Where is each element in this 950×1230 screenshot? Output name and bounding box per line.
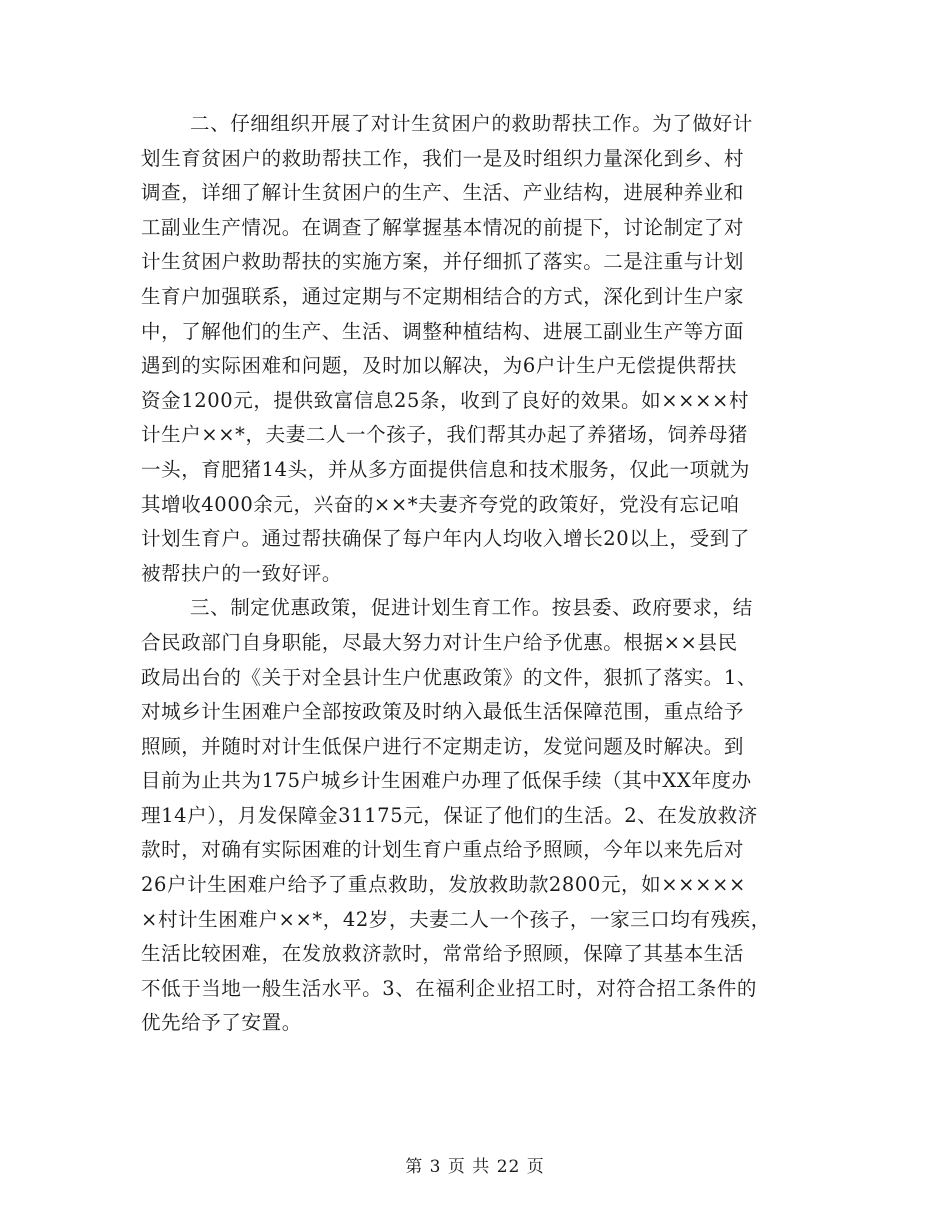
text-line: 照顾，并随时对计生低保户进行不定期走访，发觉问题及时解决。到 <box>141 734 745 758</box>
text-line: 生活比较困难，在发放救济款时，常常给予照顾，保障了其基本生活 <box>141 942 745 966</box>
text-line: 二、仔细组织开展了对计生贫困户的救助帮扶工作。为了做好计 <box>190 112 753 135</box>
text-line: 遇到的实际困难和问题，及时加以解决，为6户计生户无偿提供帮扶 <box>141 354 737 378</box>
text-line: 理14户），月发保障金31175元，保证了他们的生活。2、在发放救济 <box>141 803 758 827</box>
text-line: 对城乡计生困难户全部按政策及时纳入最低生活保障范围，重点给予 <box>141 700 745 724</box>
paragraph-3 <box>141 591 831 1041</box>
text-line: 生育户加强联系，通过定期与不定期相结合的方式，深化到计生户家 <box>141 284 745 308</box>
text-line: 三、制定优惠政策，促进计划生育工作。按县委、政府要求，结 <box>190 596 753 620</box>
text-line: 优先给予了安置。 <box>141 1011 302 1035</box>
text-line: 一头，育肥猪14头，并从多方面提供信息和技术服务，仅此一项就为 <box>141 457 750 481</box>
text-line: 计生贫困户救助帮扶的实施方案，并仔细抓了落实。二是注重与计划 <box>141 250 745 274</box>
text-line: ×村计生困难户××*，42岁，夫妻二人一个孩子，一家三口均有残疾， <box>141 907 771 931</box>
text-line: 款时，对确有实际困难的计划生育户重点给予照顾，今年以来先后对 <box>141 838 745 862</box>
text-line: 合民政部门自身职能，尽最大努力对计生户给予优惠。根据××县民 <box>141 630 738 654</box>
text-line: 26户计生困难户给予了重点救助，发放救助款2800元，如××××× <box>141 873 746 897</box>
text-line: 资金1200元，提供致富信息25条，收到了良好的效果。如××××村 <box>141 388 750 412</box>
text-line: 计划生育户。通过帮扶确保了每户年内人均收入增长20以上，受到了 <box>141 527 750 551</box>
paragraph-2 <box>141 107 831 591</box>
text-line: 其增收4000余元，兴奋的××*夫妻齐夸党的政策好，党没有忘记咱 <box>141 492 740 516</box>
text-line: 调查，详细了解计生贫困户的生产、生活、产业结构，进展种养业和 <box>141 181 745 205</box>
document-body <box>141 107 831 1041</box>
page-number-footer: 第 3 页 共 22 页 <box>405 1157 545 1177</box>
text-line: 工副业生产情况。在调查了解掌握基本情况的前提下，讨论制定了对 <box>141 215 745 239</box>
text-line: 不低于当地一般生活水平。3、在福利企业招工时，对符合招工条件的 <box>141 976 758 1000</box>
text-line: 计生户××*，夫妻二人一个孩子，我们帮其办起了养猪场，饲养母猪 <box>141 423 749 447</box>
text-line: 目前为止共为175户城乡计生困难户办理了低保手续（其中XX年度办 <box>141 769 752 793</box>
text-line: 划生育贫困户的救助帮扶工作，我们一是及时组织力量深化到乡、村 <box>141 146 745 170</box>
text-line: 被帮扶户的一致好评。 <box>141 561 343 585</box>
text-line: 中，了解他们的生产、生活、调整种植结构、进展工副业生产等方面 <box>141 319 745 343</box>
text-line: 政局出台的《关于对全县计生户优惠政策》的文件，狠抓了落实。1、 <box>141 665 758 689</box>
